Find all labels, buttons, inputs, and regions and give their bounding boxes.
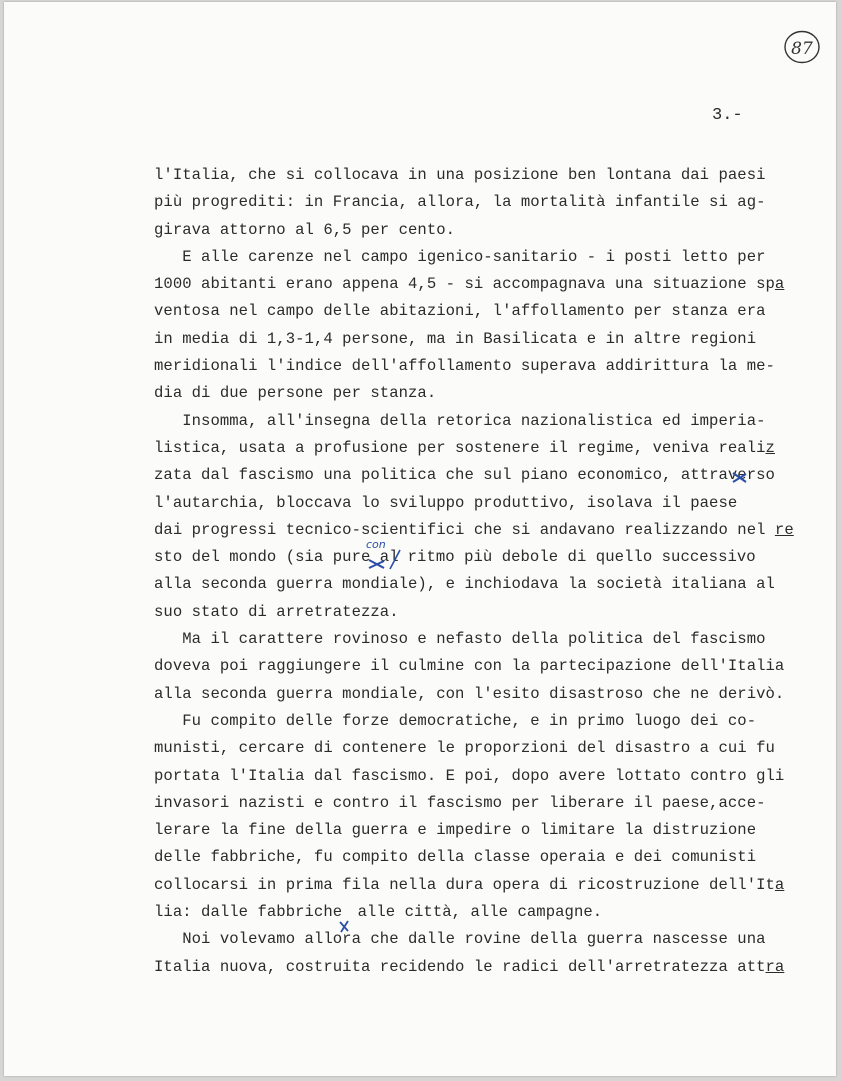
text-line: meridionali l'indice dell'affollamento superava addirittura la me- [154, 357, 775, 376]
line-text-rest: verso [727, 466, 775, 485]
text-line [154, 462, 834, 489]
underlined-fragment: ra [765, 957, 785, 976]
text-line: invasori nazisti e contro il fascismo per liberare il paese,acce- [154, 793, 766, 812]
circled-number-mark [782, 29, 822, 65]
text-line: dia di due persone per stanza. [154, 384, 437, 403]
text-line: doveva poi raggiungere il culmine con la partecipazione dell'Italia [154, 657, 785, 676]
text-line: Fu compito delle forze democratiche, e in primo luogo dei co- [154, 711, 757, 730]
text-line: l'Italia, che si collocava in una posizione ben lontana dai paesi [154, 166, 766, 184]
struck-fragment: ra [709, 466, 728, 485]
text-line [154, 435, 834, 462]
underlined-fragment: a [774, 275, 785, 294]
text-line [154, 517, 834, 544]
text-line: munisti, cercare di contenere le proporzioni del disastro a cui fu [154, 739, 775, 758]
text-line: Insomma, all'insegna della retorica nazionalistica ed imperia- [154, 411, 766, 430]
underlined-fragment: a [774, 875, 785, 894]
line-text: dai progressi tecnico-scientifici che si andavano realizzando nel [154, 520, 775, 539]
text-line: lerare la fine della guerra e impedire o limitare la distruzione [154, 821, 757, 840]
text-line [154, 872, 834, 899]
handwritten-page-number [782, 29, 822, 65]
text-line: Noi volevamo allora che dalle rovine della guerra nascesse una [154, 930, 766, 949]
body-text [154, 162, 834, 981]
text-line: E alle carenze nel campo igenico-sanitario - i posti letto per [154, 247, 766, 266]
underlined-fragment: z [765, 438, 775, 457]
line-text: listica, usata a profusione per sostenere il regime, veniva reali [154, 438, 766, 457]
text-line: delle fabbriche, fu compito della classe operaia e dei comunisti [154, 848, 757, 867]
struck-fragment: al [379, 548, 399, 567]
line-text-rest: ritmo più debole di quello successivo [407, 548, 756, 567]
line-text-rest: alle città, alle campagne. [348, 903, 603, 922]
document-page [4, 2, 836, 1076]
line-text: lia: dalle fabbriche [154, 903, 343, 922]
line-text: Italia nuova, costruita recidendo le radici dell'arretratezza att [154, 957, 766, 976]
inserted-word: con [366, 538, 386, 551]
typed-page-number: 3.- [712, 106, 743, 125]
text-line: girava attorno al 6,5 per cento. [154, 220, 456, 239]
text-line [154, 271, 834, 298]
text-line: portata l'Italia dal fascismo. E poi, dopo avere lottato contro gli [154, 766, 785, 785]
underlined-fragment: re [774, 520, 794, 539]
text-line: in media di 1,3-1,4 persone, ma in Basilicata e in altre regioni [154, 329, 757, 348]
handwritten-number-text: 87 [791, 39, 813, 59]
line-text: zata dal fascismo una politica che sul piano economico, att [154, 466, 710, 485]
line-text: 1000 abitanti erano appena 4,5 - si accompagnava una situazione sp [154, 275, 775, 294]
text-line: alla seconda guerra mondiale), e inchiodava la società italiana al [154, 575, 775, 594]
text-line: ventosa nel campo delle abitazioni, l'affollamento per stanza era [154, 302, 766, 321]
text-line [154, 954, 834, 981]
line-text: sto del mondo (sia pure [154, 548, 380, 567]
text-line: Ma il carattere rovinoso e nefasto della politica del fascismo [154, 630, 766, 649]
text-line [154, 899, 834, 926]
text-line: alla seconda guerra mondiale, con l'esito disastroso che ne derivò. [154, 684, 785, 703]
text-line [154, 544, 834, 571]
line-text: collocarsi in prima fila nella dura opera di ricostruzione dell'It [154, 875, 775, 894]
text-line: suo stato di arretratezza. [154, 602, 399, 621]
text-line: l'autarchia, bloccava lo sviluppo produttivo, isolava il paese [154, 493, 738, 512]
text-line: più progrediti: in Francia, allora, la mortalità infantile si ag- [154, 193, 766, 212]
